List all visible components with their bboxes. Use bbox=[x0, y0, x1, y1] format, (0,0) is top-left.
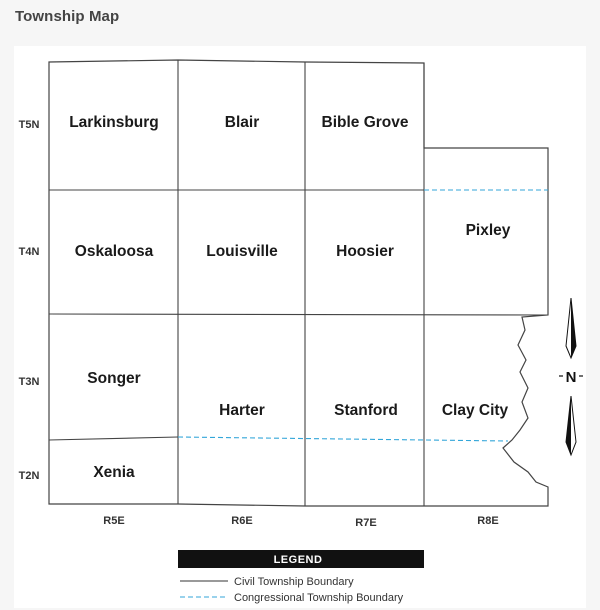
township-harter: Harter bbox=[219, 402, 265, 419]
township-songer: Songer bbox=[87, 370, 141, 387]
north-arrow-label: N bbox=[565, 369, 577, 386]
north-arrow-icon bbox=[559, 298, 583, 455]
township-oskaloosa: Oskaloosa bbox=[74, 243, 154, 260]
legend-title: LEGEND bbox=[273, 554, 323, 566]
tier-label-t4n: T4N bbox=[18, 246, 40, 258]
page-title: Township Map bbox=[15, 8, 120, 25]
township-labels bbox=[69, 114, 511, 481]
tier-label-t3n: T3N bbox=[18, 376, 40, 388]
tier-label-t5n: T5N bbox=[18, 119, 40, 131]
legend bbox=[178, 550, 424, 604]
township-larkinsburg: Larkinsburg bbox=[69, 114, 159, 131]
legend-item-civil: Civil Township Boundary bbox=[234, 576, 354, 588]
township-pixley: Pixley bbox=[465, 222, 511, 239]
township-louisville: Louisville bbox=[206, 243, 278, 260]
legend-item-congressional: Congressional Township Boundary bbox=[234, 592, 404, 604]
tier-labels bbox=[19, 119, 40, 482]
township-hoosier: Hoosier bbox=[336, 243, 394, 260]
township-clay-city: Clay City bbox=[441, 402, 509, 419]
range-labels bbox=[103, 515, 498, 529]
township-blair: Blair bbox=[224, 114, 260, 131]
range-label-r7e: R7E bbox=[355, 517, 377, 529]
range-label-r8e: R8E bbox=[477, 515, 499, 527]
township-xenia: Xenia bbox=[93, 464, 135, 481]
township-stanford: Stanford bbox=[334, 402, 398, 419]
range-label-r5e: R5E bbox=[103, 515, 125, 527]
tier-label-t2n: T2N bbox=[18, 470, 40, 482]
township-bible-grove: Bible Grove bbox=[321, 114, 409, 131]
range-label-r6e: R6E bbox=[231, 515, 253, 527]
